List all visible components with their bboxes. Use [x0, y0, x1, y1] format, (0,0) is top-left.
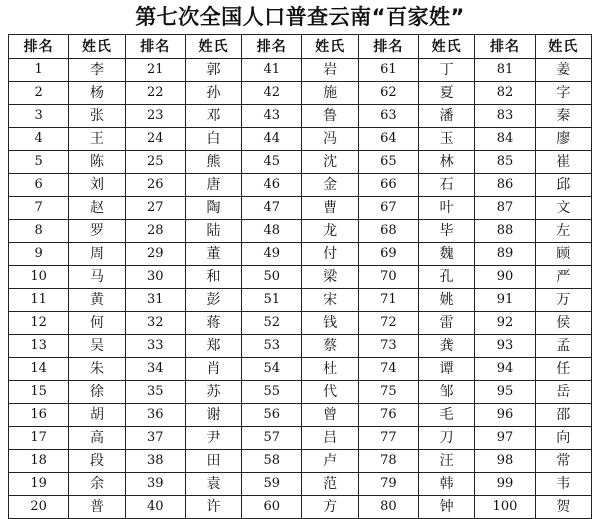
surname-cell: 罗	[69, 220, 125, 243]
rank-cell: 28	[125, 220, 185, 243]
surname-cell: 常	[535, 450, 591, 473]
surname-cell: 谢	[185, 404, 241, 427]
surname-cell: 唐	[185, 174, 241, 197]
rank-cell: 69	[358, 243, 418, 266]
rank-cell: 43	[242, 105, 302, 128]
rank-cell: 77	[358, 427, 418, 450]
surname-ranking-table	[8, 34, 592, 519]
rank-cell: 56	[242, 404, 302, 427]
rank-cell: 95	[475, 381, 535, 404]
rank-cell: 49	[242, 243, 302, 266]
rank-cell: 96	[475, 404, 535, 427]
surname-cell: 潘	[419, 105, 475, 128]
rank-cell: 45	[242, 151, 302, 174]
rank-cell: 55	[242, 381, 302, 404]
header-surname: 姓氏	[69, 35, 125, 59]
rank-cell: 86	[475, 174, 535, 197]
rank-cell: 4	[9, 128, 69, 151]
surname-cell: 吕	[302, 427, 358, 450]
surname-cell: 李	[69, 59, 125, 82]
rank-cell: 40	[125, 496, 185, 519]
rank-cell: 19	[9, 473, 69, 496]
rank-cell: 14	[9, 358, 69, 381]
rank-cell: 74	[358, 358, 418, 381]
table-row	[9, 450, 592, 473]
table-row	[9, 473, 592, 496]
table-row	[9, 243, 592, 266]
rank-cell: 64	[358, 128, 418, 151]
rank-cell: 25	[125, 151, 185, 174]
surname-cell: 徐	[69, 381, 125, 404]
surname-cell: 林	[419, 151, 475, 174]
surname-cell: 赵	[69, 197, 125, 220]
surname-cell: 董	[185, 243, 241, 266]
rank-cell: 90	[475, 266, 535, 289]
surname-cell: 邹	[419, 381, 475, 404]
table-row	[9, 266, 592, 289]
surname-cell: 侯	[535, 312, 591, 335]
surname-cell: 郑	[185, 335, 241, 358]
rank-cell: 24	[125, 128, 185, 151]
surname-cell: 陆	[185, 220, 241, 243]
surname-cell: 夏	[419, 82, 475, 105]
rank-cell: 13	[9, 335, 69, 358]
table-row	[9, 381, 592, 404]
table-row	[9, 220, 592, 243]
surname-cell: 丁	[419, 59, 475, 82]
page-title: 第七次全国人口普查云南“百家姓”	[135, 5, 465, 29]
rank-cell: 76	[358, 404, 418, 427]
surname-cell: 韦	[535, 473, 591, 496]
rank-cell: 67	[358, 197, 418, 220]
rank-cell: 60	[242, 496, 302, 519]
rank-cell: 15	[9, 381, 69, 404]
rank-cell: 23	[125, 105, 185, 128]
surname-cell: 严	[535, 266, 591, 289]
surname-cell: 高	[69, 427, 125, 450]
surname-cell: 邵	[535, 404, 591, 427]
rank-cell: 83	[475, 105, 535, 128]
surname-cell: 许	[185, 496, 241, 519]
rank-cell: 37	[125, 427, 185, 450]
rank-cell: 6	[9, 174, 69, 197]
surname-cell: 蒋	[185, 312, 241, 335]
rank-cell: 20	[9, 496, 69, 519]
table-row	[9, 289, 592, 312]
rank-cell: 39	[125, 473, 185, 496]
surname-cell: 贺	[535, 496, 591, 519]
rank-cell: 97	[475, 427, 535, 450]
rank-cell: 10	[9, 266, 69, 289]
surname-cell: 汪	[419, 450, 475, 473]
rank-cell: 63	[358, 105, 418, 128]
table-row	[9, 404, 592, 427]
rank-cell: 5	[9, 151, 69, 174]
surname-cell: 韩	[419, 473, 475, 496]
surname-cell: 肖	[185, 358, 241, 381]
rank-cell: 78	[358, 450, 418, 473]
rank-cell: 92	[475, 312, 535, 335]
rank-cell: 89	[475, 243, 535, 266]
surname-cell: 黄	[69, 289, 125, 312]
surname-cell: 岳	[535, 381, 591, 404]
surname-cell: 蔡	[302, 335, 358, 358]
rank-cell: 35	[125, 381, 185, 404]
table-row	[9, 59, 592, 82]
rank-cell: 71	[358, 289, 418, 312]
surname-cell: 沈	[302, 151, 358, 174]
rank-cell: 93	[475, 335, 535, 358]
surname-cell: 周	[69, 243, 125, 266]
surname-cell: 余	[69, 473, 125, 496]
surname-cell: 吴	[69, 335, 125, 358]
rank-cell: 70	[358, 266, 418, 289]
rank-cell: 59	[242, 473, 302, 496]
header-rank: 排名	[358, 35, 418, 59]
surname-cell: 尹	[185, 427, 241, 450]
rank-cell: 26	[125, 174, 185, 197]
table-header-row	[9, 35, 592, 59]
header-rank: 排名	[242, 35, 302, 59]
surname-cell: 曹	[302, 197, 358, 220]
rank-cell: 42	[242, 82, 302, 105]
table-row	[9, 312, 592, 335]
rank-cell: 2	[9, 82, 69, 105]
rank-cell: 22	[125, 82, 185, 105]
rank-cell: 9	[9, 243, 69, 266]
rank-cell: 32	[125, 312, 185, 335]
header-surname: 姓氏	[302, 35, 358, 59]
rank-cell: 66	[358, 174, 418, 197]
surname-cell: 郭	[185, 59, 241, 82]
rank-cell: 48	[242, 220, 302, 243]
surname-cell: 段	[69, 450, 125, 473]
rank-cell: 8	[9, 220, 69, 243]
surname-cell: 白	[185, 128, 241, 151]
table-row	[9, 151, 592, 174]
surname-cell: 宋	[302, 289, 358, 312]
rank-cell: 46	[242, 174, 302, 197]
rank-cell: 33	[125, 335, 185, 358]
table-row	[9, 82, 592, 105]
surname-cell: 马	[69, 266, 125, 289]
rank-cell: 80	[358, 496, 418, 519]
rank-cell: 1	[9, 59, 69, 82]
table-row	[9, 197, 592, 220]
surname-cell: 向	[535, 427, 591, 450]
surname-cell: 钱	[302, 312, 358, 335]
surname-cell: 田	[185, 450, 241, 473]
surname-cell: 梁	[302, 266, 358, 289]
surname-cell: 姚	[419, 289, 475, 312]
rank-cell: 50	[242, 266, 302, 289]
surname-cell: 毕	[419, 220, 475, 243]
rank-cell: 52	[242, 312, 302, 335]
surname-cell: 毛	[419, 404, 475, 427]
surname-cell: 谭	[419, 358, 475, 381]
surname-cell: 孙	[185, 82, 241, 105]
surname-cell: 龚	[419, 335, 475, 358]
surname-cell: 张	[69, 105, 125, 128]
rank-cell: 98	[475, 450, 535, 473]
table-row	[9, 128, 592, 151]
rank-cell: 85	[475, 151, 535, 174]
rank-cell: 29	[125, 243, 185, 266]
surname-cell: 苏	[185, 381, 241, 404]
surname-cell: 任	[535, 358, 591, 381]
rank-cell: 21	[125, 59, 185, 82]
rank-cell: 18	[9, 450, 69, 473]
surname-cell: 刘	[69, 174, 125, 197]
rank-cell: 31	[125, 289, 185, 312]
rank-cell: 73	[358, 335, 418, 358]
rank-cell: 3	[9, 105, 69, 128]
table-row	[9, 427, 592, 450]
rank-cell: 57	[242, 427, 302, 450]
header-surname: 姓氏	[419, 35, 475, 59]
surname-cell: 雷	[419, 312, 475, 335]
surname-cell: 邱	[535, 174, 591, 197]
rank-cell: 36	[125, 404, 185, 427]
rank-cell: 54	[242, 358, 302, 381]
rank-cell: 75	[358, 381, 418, 404]
rank-cell: 88	[475, 220, 535, 243]
rank-cell: 81	[475, 59, 535, 82]
surname-cell: 崔	[535, 151, 591, 174]
rank-cell: 51	[242, 289, 302, 312]
surname-cell: 代	[302, 381, 358, 404]
rank-cell: 87	[475, 197, 535, 220]
surname-cell: 叶	[419, 197, 475, 220]
table-row	[9, 174, 592, 197]
rank-cell: 53	[242, 335, 302, 358]
rank-cell: 61	[358, 59, 418, 82]
table-row	[9, 105, 592, 128]
header-rank: 排名	[475, 35, 535, 59]
rank-cell: 7	[9, 197, 69, 220]
table-body	[9, 59, 592, 519]
surname-cell: 曾	[302, 404, 358, 427]
surname-cell: 杨	[69, 82, 125, 105]
surname-cell: 陶	[185, 197, 241, 220]
rank-cell: 11	[9, 289, 69, 312]
rank-cell: 17	[9, 427, 69, 450]
surname-cell: 陈	[69, 151, 125, 174]
rank-cell: 84	[475, 128, 535, 151]
rank-cell: 94	[475, 358, 535, 381]
surname-cell: 范	[302, 473, 358, 496]
rank-cell: 58	[242, 450, 302, 473]
surname-cell: 冯	[302, 128, 358, 151]
surname-cell: 文	[535, 197, 591, 220]
surname-cell: 卢	[302, 450, 358, 473]
header-rank: 排名	[125, 35, 185, 59]
surname-cell: 岩	[302, 59, 358, 82]
surname-cell: 廖	[535, 128, 591, 151]
rank-cell: 47	[242, 197, 302, 220]
surname-cell: 金	[302, 174, 358, 197]
surname-cell: 鲁	[302, 105, 358, 128]
surname-cell: 字	[535, 82, 591, 105]
table-row	[9, 358, 592, 381]
surname-cell: 朱	[69, 358, 125, 381]
surname-cell: 何	[69, 312, 125, 335]
rank-cell: 34	[125, 358, 185, 381]
rank-cell: 99	[475, 473, 535, 496]
surname-cell: 胡	[69, 404, 125, 427]
surname-cell: 熊	[185, 151, 241, 174]
rank-cell: 79	[358, 473, 418, 496]
surname-cell: 孟	[535, 335, 591, 358]
surname-cell: 魏	[419, 243, 475, 266]
surname-cell: 玉	[419, 128, 475, 151]
rank-cell: 68	[358, 220, 418, 243]
rank-cell: 100	[475, 496, 535, 519]
surname-cell: 石	[419, 174, 475, 197]
rank-cell: 30	[125, 266, 185, 289]
header-surname: 姓氏	[185, 35, 241, 59]
surname-cell: 姜	[535, 59, 591, 82]
surname-cell: 袁	[185, 473, 241, 496]
rank-cell: 12	[9, 312, 69, 335]
surname-cell: 方	[302, 496, 358, 519]
table-row	[9, 335, 592, 358]
table-row	[9, 496, 592, 519]
rank-cell: 27	[125, 197, 185, 220]
rank-cell: 62	[358, 82, 418, 105]
rank-cell: 16	[9, 404, 69, 427]
header-rank: 排名	[9, 35, 69, 59]
surname-cell: 付	[302, 243, 358, 266]
surname-cell: 和	[185, 266, 241, 289]
rank-cell: 41	[242, 59, 302, 82]
rank-cell: 44	[242, 128, 302, 151]
surname-cell: 龙	[302, 220, 358, 243]
surname-cell: 顾	[535, 243, 591, 266]
surname-cell: 王	[69, 128, 125, 151]
rank-cell: 38	[125, 450, 185, 473]
surname-cell: 普	[69, 496, 125, 519]
surname-cell: 万	[535, 289, 591, 312]
surname-cell: 钟	[419, 496, 475, 519]
surname-cell: 邓	[185, 105, 241, 128]
rank-cell: 65	[358, 151, 418, 174]
surname-cell: 刀	[419, 427, 475, 450]
header-surname: 姓氏	[535, 35, 591, 59]
surname-cell: 施	[302, 82, 358, 105]
rank-cell: 82	[475, 82, 535, 105]
surname-cell: 彭	[185, 289, 241, 312]
surname-cell: 孔	[419, 266, 475, 289]
rank-cell: 72	[358, 312, 418, 335]
rank-cell: 91	[475, 289, 535, 312]
surname-cell: 秦	[535, 105, 591, 128]
surname-cell: 左	[535, 220, 591, 243]
surname-cell: 杜	[302, 358, 358, 381]
